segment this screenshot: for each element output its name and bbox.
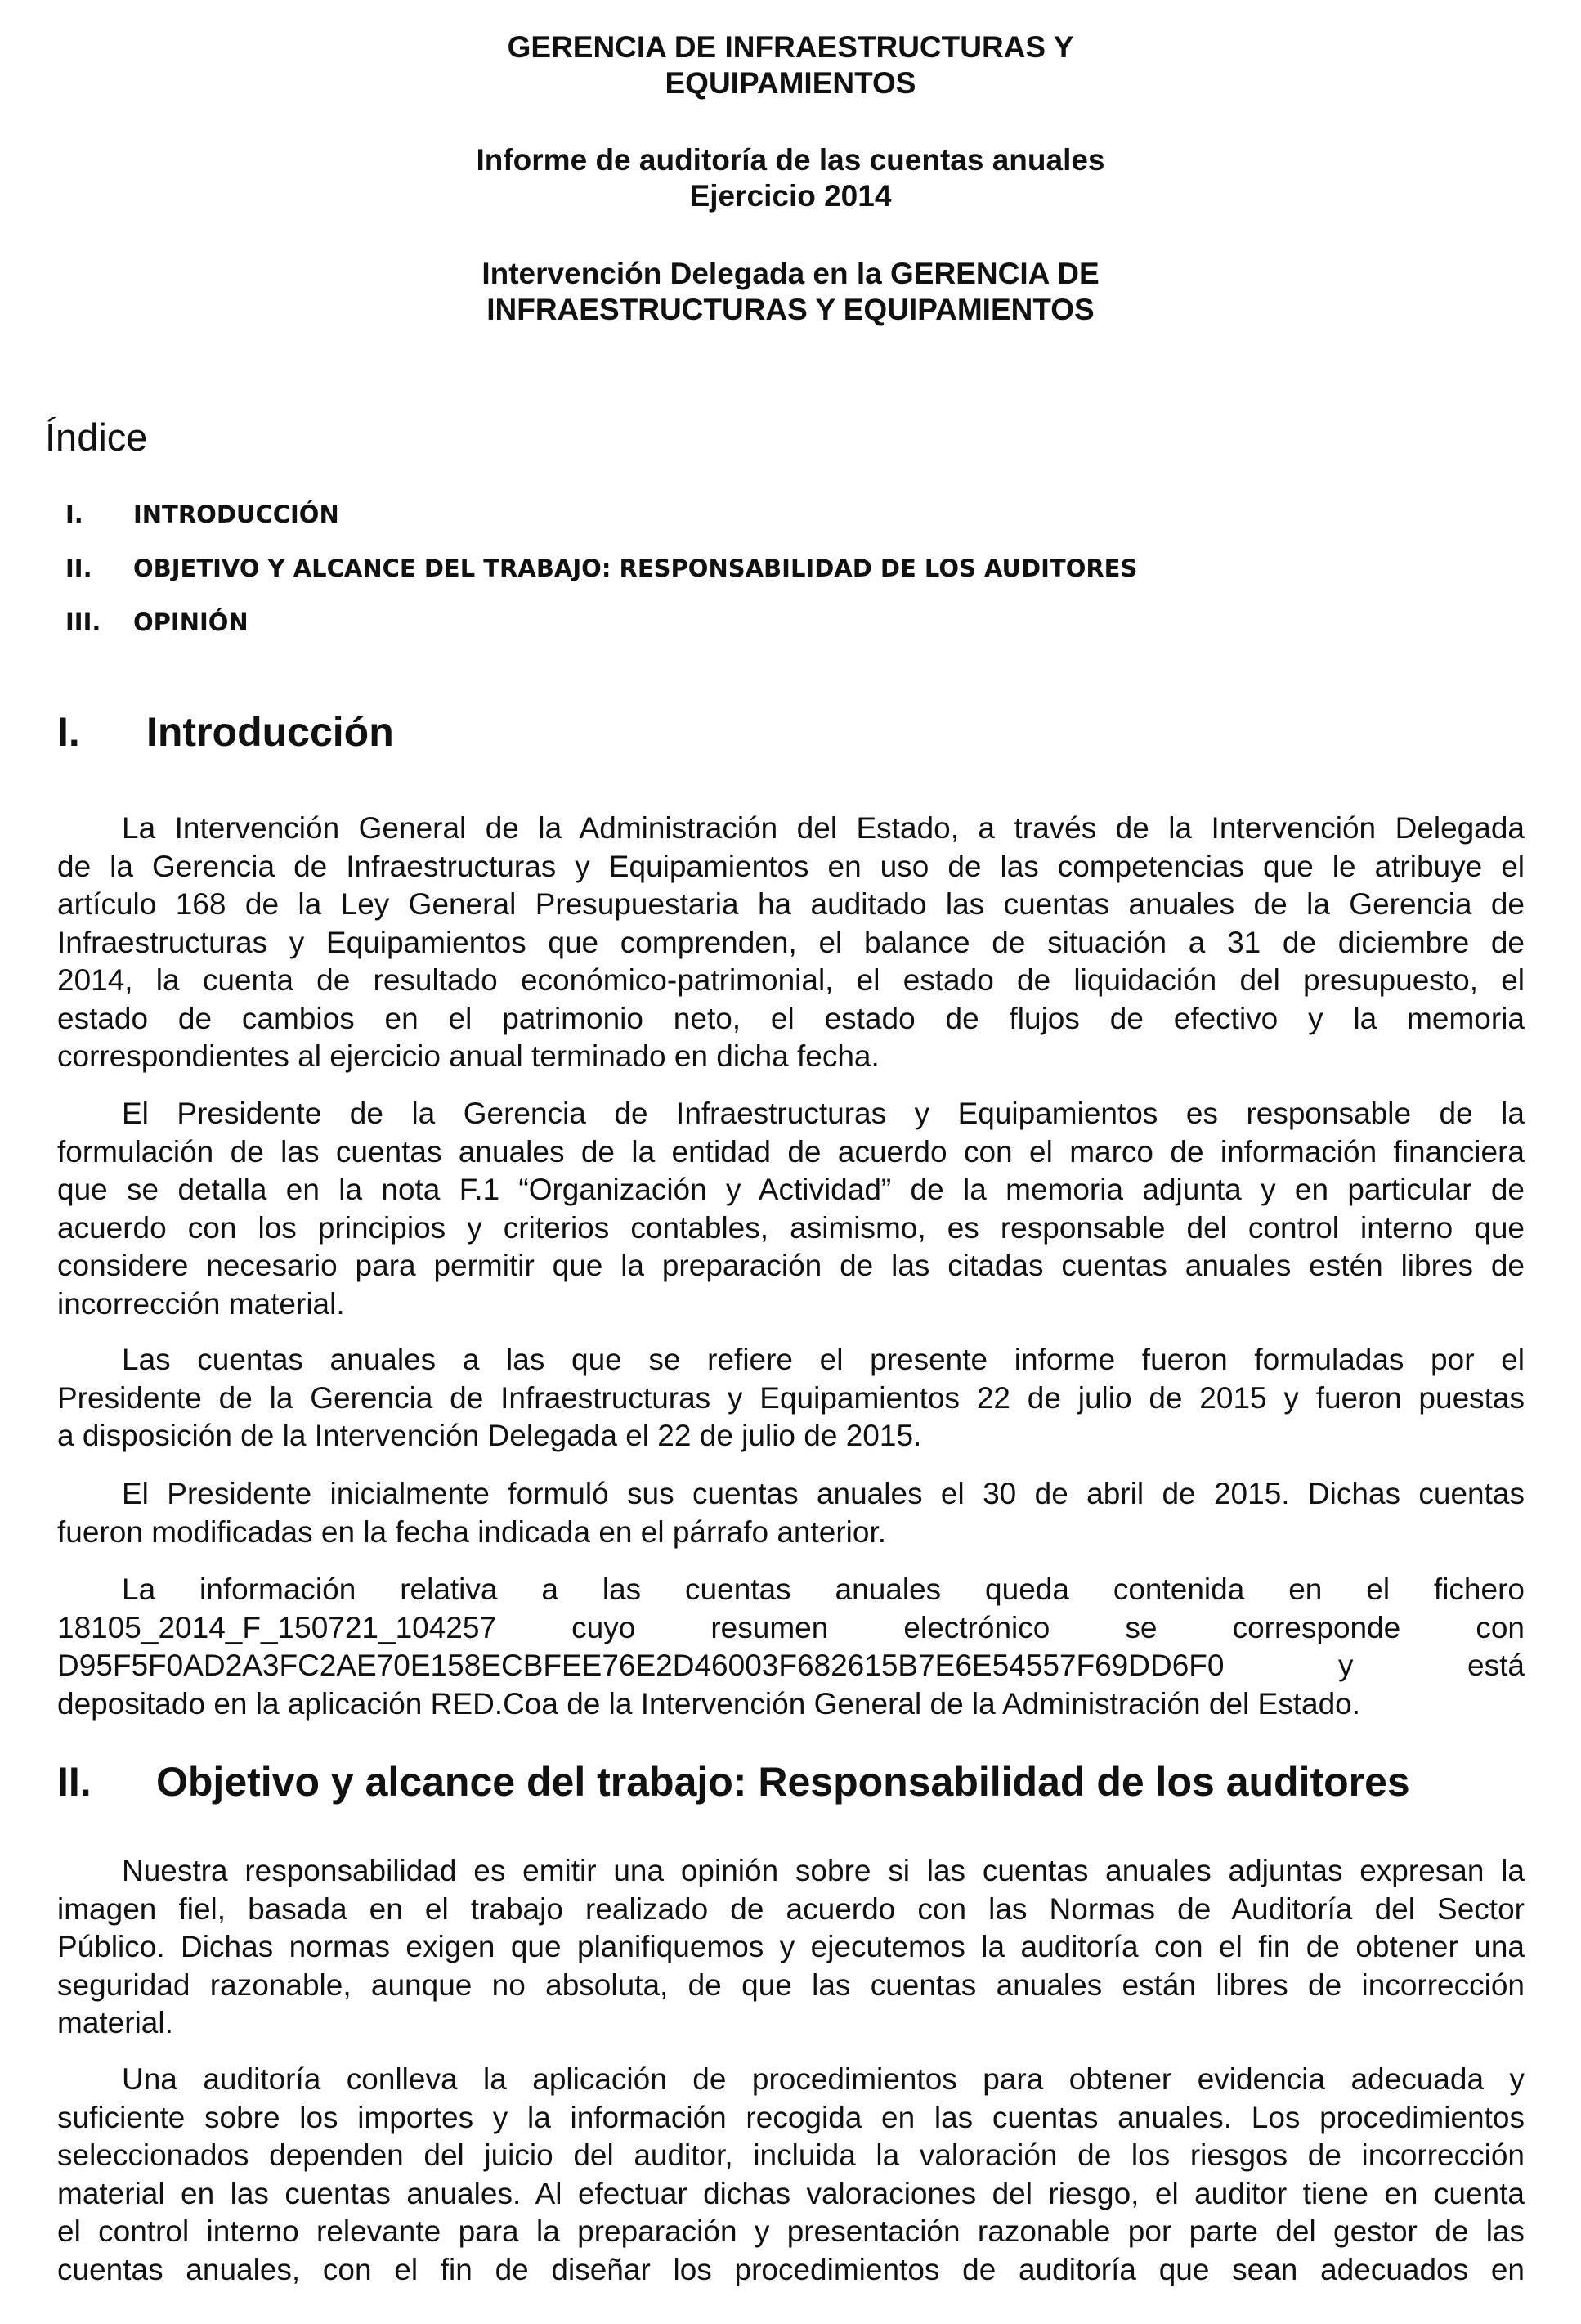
section-number: II. <box>57 1759 92 1805</box>
section-heading-objetivo <box>57 1758 1410 1806</box>
text-line: imagen fiel, basada en el trabajo realizado de acuerdo con las Normas de Auditoría del Sector <box>57 1891 1525 1926</box>
text-line: el control interno relevante para la preparación y presentación razonable por parte del gestor de las <box>57 2214 1525 2248</box>
text-line: Nuestra responsabilidad es emitir una opinión sobre si las cuentas anuales adjuntas expresan la <box>122 1854 1525 1887</box>
text-line: Una auditoría conlleva la aplicación de procedimientos para obtener evidencia adecuada y <box>122 2062 1525 2096</box>
intro-paragraph-1 <box>57 810 1525 1076</box>
title-line-2: EQUIPAMIENTOS <box>665 66 916 100</box>
intro-paragraph-4 <box>57 1475 1525 1551</box>
text-line: de la Gerencia de Infraestructuras y Equipamientos en uso de las competencias que le atribuye el <box>57 849 1525 883</box>
text-line: 18105_2014_F_150721_104257 cuyo resumen electrónico se corresponde con <box>57 1610 1525 1644</box>
text-line: a disposición de la Intervención Delegada el 22 de julio de 2015. <box>57 1419 922 1452</box>
text-line: Infraestructuras y Equipamientos que comprenden, el balance de situación a 31 de diciembre de <box>57 925 1525 959</box>
intro-paragraph-2 <box>57 1095 1525 1323</box>
text-line: El Presidente inicialmente formuló sus cuentas anuales el 30 de abril de 2015. Dichas cuentas <box>122 1477 1525 1510</box>
text-line: Público. Dichas normas exigen que planifiquemos y ejecutemos la auditoría con el fin de obtener una <box>57 1930 1525 1963</box>
text-line: suficiente sobre los importes y la información recogida en las cuentas anuales. Los procedimientos <box>57 2100 1525 2134</box>
index-title: Índice <box>45 415 148 459</box>
office-line-2: INFRAESTRUCTURAS Y EQUIPAMIENTOS <box>486 293 1095 326</box>
toc-item-label: INTRODUCCIÓN <box>133 500 339 528</box>
text-line: seleccionados dependen del juicio del auditor, incluida la valoración de los riesgos de incorrección <box>57 2138 1525 2172</box>
text-line: La información relativa a las cuentas anuales queda contenida en el fichero <box>122 1573 1525 1606</box>
toc-item-label: OBJETIVO Y ALCANCE DEL TRABAJO: RESPONSABILIDAD DE LOS AUDITORES <box>133 554 1138 582</box>
text-line: La Intervención General de la Administración del Estado, a través de la Intervención Delegada <box>122 811 1525 845</box>
text-line: depositado en la aplicación RED.Coa de la Intervención General de la Administración del Estado. <box>57 1686 1361 1721</box>
office-line-1: Intervención Delegada en la GERENCIA DE <box>481 257 1100 290</box>
text-line: 2014, la cuenta de resultado económico-patrimonial, el estado de liquidación del presupuesto, el <box>57 963 1525 997</box>
text-line: fueron modificadas en la fecha indicada en el párrafo anterior. <box>57 1514 887 1549</box>
title-line-1: GERENCIA DE INFRAESTRUCTURAS Y <box>507 30 1074 64</box>
toc-item-label: OPINIÓN <box>133 608 249 636</box>
text-line: que se detalla en la nota F.1 “Organización y Actividad” de la memoria adjunta y en particular de <box>57 1173 1525 1206</box>
text-line: cuentas anuales, con el fin de diseñar los procedimientos de auditoría que sean adecuados en <box>57 2252 1525 2286</box>
section-title: Objetivo y alcance del trabajo: Responsabilidad de los auditores <box>156 1759 1410 1805</box>
table-of-contents <box>65 500 1137 662</box>
text-line: Presidente de la Gerencia de Infraestructuras y Equipamientos 22 de julio de 2015 y fueron puestas <box>57 1380 1525 1415</box>
toc-item-number: II. <box>65 554 92 582</box>
text-line: Las cuentas anuales a las que se refiere el presente informe fueron formuladas por el <box>122 1343 1525 1376</box>
text-line: D95F5F0AD2A3FC2AE70E158ECBFEE76E2D46003F682615B7E6E54557F69DD6F0 y está <box>57 1649 1525 1682</box>
section-heading-introduccion <box>57 708 394 756</box>
text-line: estado de cambios en el patrimonio neto, el estado de flujos de efectivo y la memoria <box>57 1001 1525 1035</box>
text-line: considere necesario para permitir que la preparación de las citadas cuentas anuales estén libres de <box>57 1249 1525 1282</box>
toc-item-opinion[interactable] <box>65 608 1137 662</box>
text-line: seguridad razonable, aunque no absoluta, de que las cuentas anuales están libres de incorrección <box>57 1967 1525 2002</box>
toc-item-number: I. <box>65 500 83 528</box>
text-line: artículo 168 de la Ley General Presupuestaria ha auditado las cuentas anuales de la Gerencia de <box>57 887 1525 921</box>
document-title <box>0 29 1581 101</box>
section-title: Introducción <box>146 709 394 755</box>
text-line: material. <box>57 2006 173 2039</box>
text-line: formulación de las cuentas anuales de la entidad de acuerdo con el marco de información financiera <box>57 1134 1525 1169</box>
office-subtitle <box>0 256 1581 328</box>
toc-item-objetivo[interactable] <box>65 554 1137 608</box>
objective-paragraph-1 <box>57 1852 1525 2043</box>
intro-paragraph-5 <box>57 1571 1525 1723</box>
section-number: I. <box>57 709 80 755</box>
report-line-1: Informe de auditoría de las cuentas anuales <box>476 143 1105 177</box>
text-line: material en las cuentas anuales. Al efectuar dichas valoraciones del riesgo, el auditor tiene en cuenta <box>57 2176 1525 2210</box>
report-subtitle <box>0 142 1581 214</box>
text-line: correspondientes al ejercicio anual terminado en dicha fecha. <box>57 1039 880 1073</box>
text-line: El Presidente de la Gerencia de Infraestructuras y Equipamientos es responsable de la <box>122 1097 1525 1130</box>
intro-paragraph-3 <box>57 1341 1525 1456</box>
toc-item-number: III. <box>65 608 101 636</box>
text-line: acuerdo con los principios y criterios contables, asimismo, es responsable del control interno que <box>57 1210 1525 1245</box>
report-line-2: Ejercicio 2014 <box>689 179 892 213</box>
text-line: incorrección material. <box>57 1286 345 1321</box>
toc-item-introduccion[interactable] <box>65 500 1137 554</box>
objective-paragraph-2 <box>57 2061 1525 2289</box>
